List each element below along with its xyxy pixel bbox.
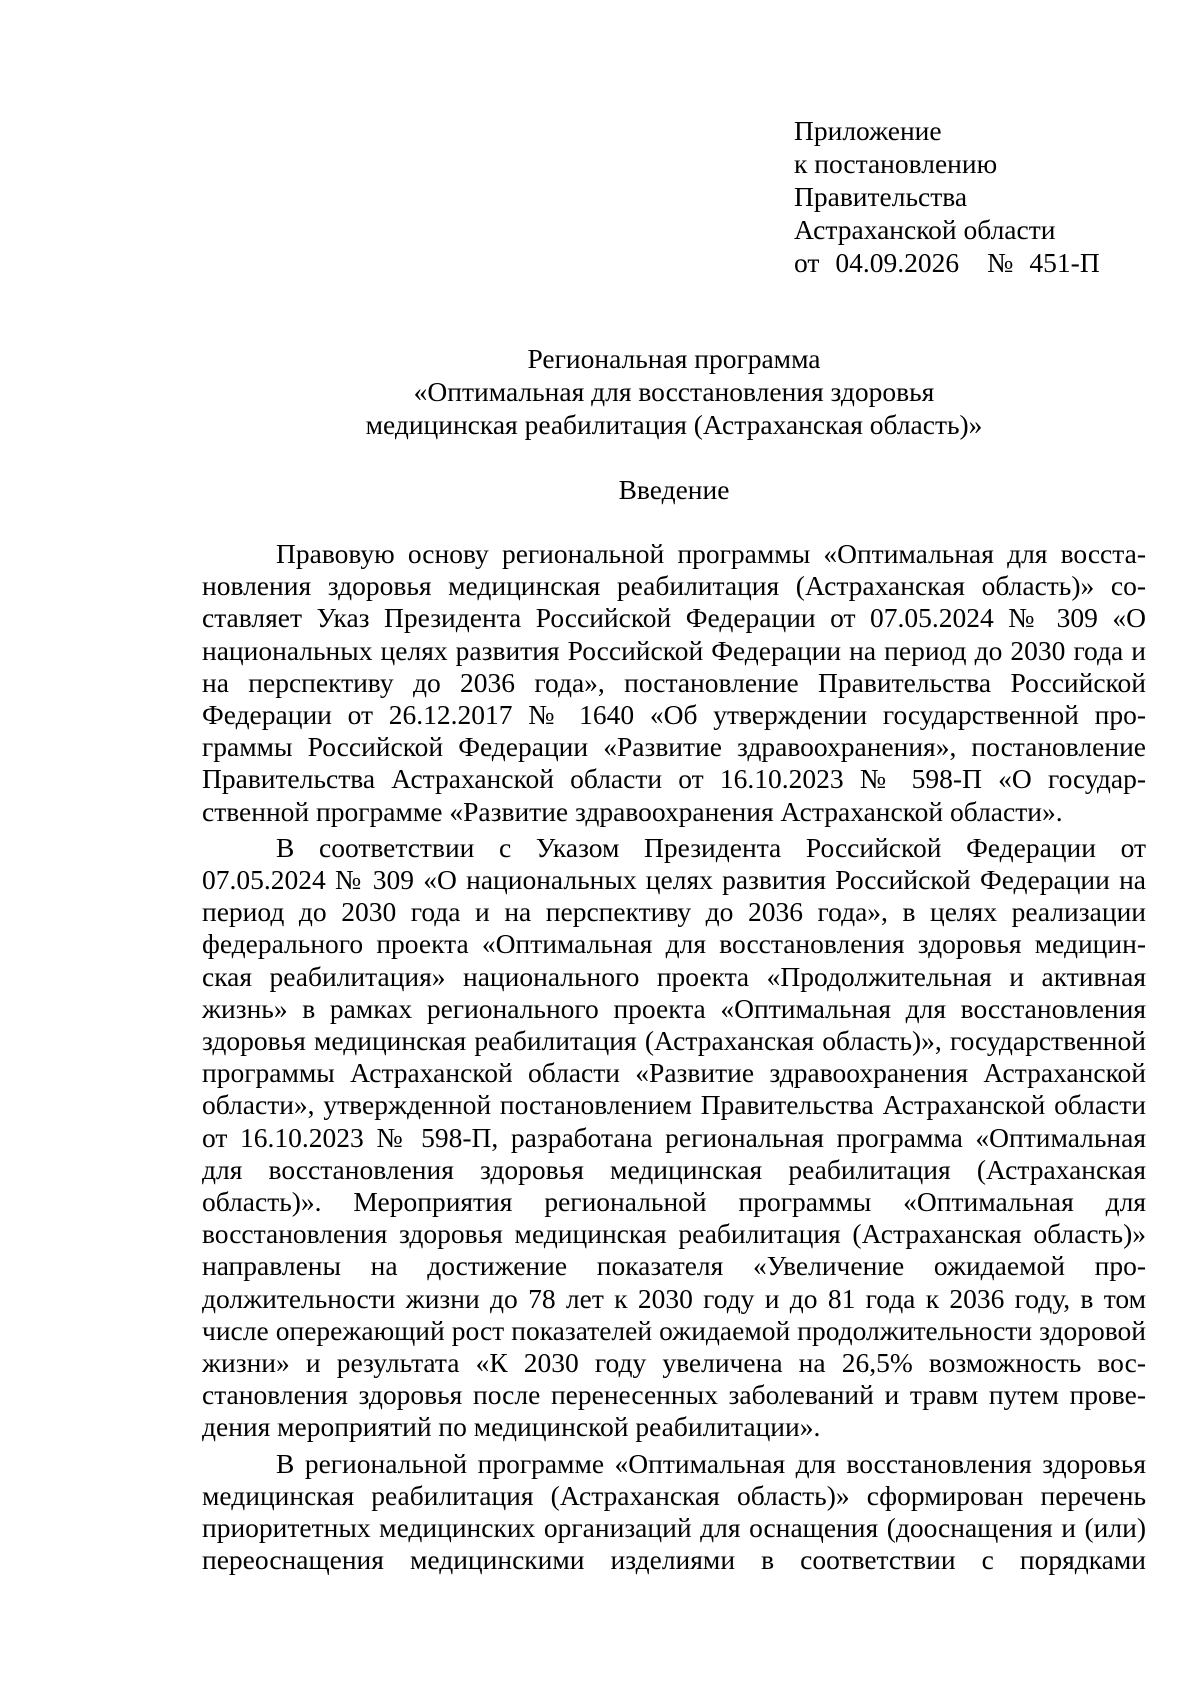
appendix-date-line xyxy=(794,246,1100,279)
decree-date: 04.09.2026 xyxy=(835,247,960,278)
appendix-line: Астраханской области xyxy=(794,214,1056,245)
title-line: медицинская реабилитация (Астраханская область)» xyxy=(365,409,983,440)
paragraph: Правовую основу региональной программы «Оптимальная для восстановления здоровья медицинская реабилитация (Астраханская область)» составляет Указ Президента Российской Федерации от 07.05.2024 № 309 «О национальных целях развития Российской Федерации на период до 2030 года и на перспективу до 2036 года», постановление Правительства Российской Федерации от 26.12.2017 № 1640 «Об утверждении государственной программы Российской Федерации «Развитие здравоохранения», постановление Правительства Астраханской области от 16.10.2023 № 598-П «О государственной программе «Развитие здравоохранения Астраханской области». xyxy=(202,538,1146,827)
body-text xyxy=(202,538,1146,1577)
paragraph: В соответствии с Указом Президента Российской Федерации от 07.05.2024 № 309 «О национальных целях развития Российской Федерации на период до 2030 года и на перспективу до 2036 года», в целях реализации федерального проекта «Оптимальная для восстановления здоровья медицинская реабилитация» национального проекта «Продолжительная и активная жизнь» в рамках регионального проекта «Оптимальная для восстановления здоровья медицинская реабилитация (Астраханская область)», государственной программы Астраханской области «Развитие здравоохранения Астраханской области», утвержденной постановлением Правительства Астраханской области от 16.10.2023 № 598-П, разработана региональная программа «Оптимальная для восстановления здоровья медицинская реабилитация (Астраханская область)». Мероприятия региональной программы «Оптимальная для восстановления здоровья медицинская реабилитация (Астраханская область)» направлены на достижение показателя «Увеличение ожидаемой продолжительности жизни до 78 лет к 2030 году и до 81 года к 2036 году, в том числе опережающий рост показателей ожидаемой продолжительности здоровой жизни» и результата «К 2030 году увеличена на 26,5% возможность восстановления здоровья после перенесенных заболеваний и травм путем проведения мероприятий по медицинской реабилитации». xyxy=(202,831,1146,1443)
title-line: «Оптимальная для восстановления здоровья xyxy=(413,376,935,407)
paragraph: В региональной программе «Оптимальная для восстановления здоровья медицинская реабилитация (Астраханская область)» сформирован перечень приоритетных медицинских организаций для оснащения (дооснащения и (или) переоснащения медицинскими изделиями в соответствии с порядками xyxy=(202,1447,1146,1576)
date-prefix: от xyxy=(794,247,820,278)
program-title xyxy=(202,342,1146,441)
appendix-line: Приложение xyxy=(794,115,942,146)
decree-number: 451-П xyxy=(1029,247,1100,278)
appendix-line: Правительства xyxy=(794,181,968,212)
intro-heading: Введение xyxy=(618,474,730,505)
title-line: Региональная программа xyxy=(527,343,821,374)
appendix-line: к постановлению xyxy=(794,148,998,179)
appendix-block xyxy=(794,114,1100,279)
number-prefix: № xyxy=(987,247,1014,278)
